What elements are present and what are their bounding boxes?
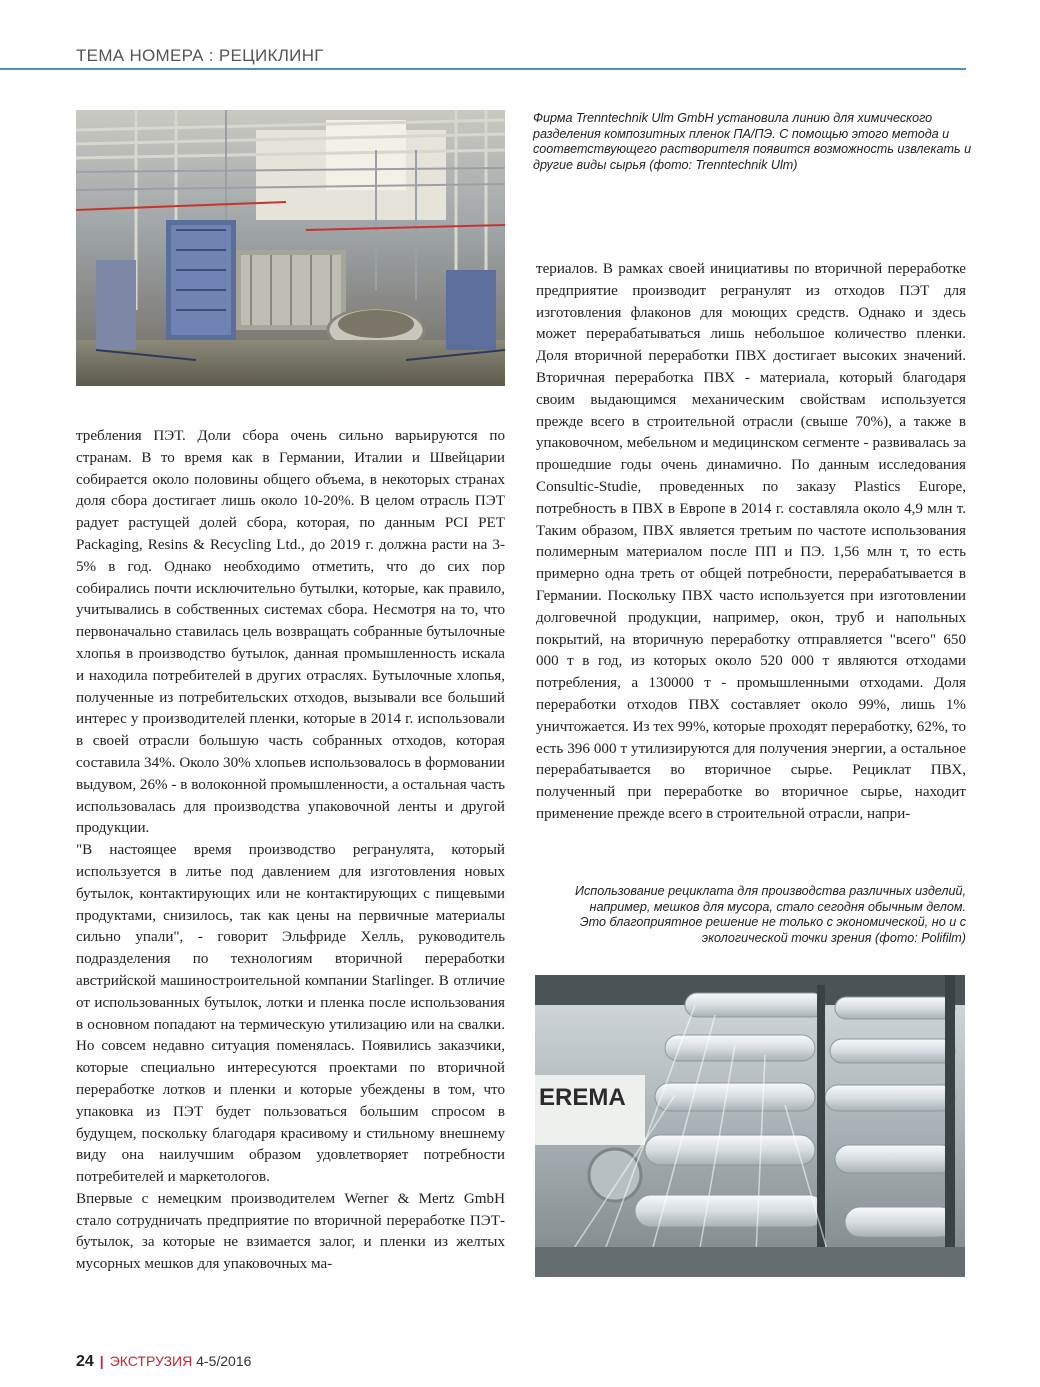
header-rule [0,68,966,70]
page-footer [76,1353,251,1371]
paragraph: "В настоящее время производство регранулята, который используется в литье под давлением для изготовления новых бутылок, контактирующих или не контактирующих с пищевыми продуктами, снизилось, так как цены на первичные материалы сильно упали", - говорит Эльфриде Хелль, руководитель подразделения по технологиям вторичной переработки австрийской машиностроительной компании Starlinger. В отличие от использованных бутылок, лотки и пленка после использования в основном попадают на термическую утилизацию или на свалки. Но совсем недавно ситуация поменялась. Появились заказчики, которые специально интересуются проектами по вторичной переработке лотков и пленки и которые убеждены в том, что упаковка из ПЭТ будет пользоваться большим спросом в будущем, поскольку благодаря красивому и стильному внешнему виду она наилучшим образом удовлетворяет потребности потребителей и маркетологов. [76,842,505,1186]
article-column-left [76,426,505,1276]
article-column-right [536,259,966,826]
factory-photo [76,110,505,386]
magazine-name: ЭКСТРУЗИЯ [109,1353,193,1369]
photo1-caption: Фирма Trenntechnik Ulm GmbH установила линию для химического разделения композитных пленок ПА/ПЭ. С помощью этого метода и соответствующего растворителя появится возможность извлекать и другие виды сырья (фото: Trenntechnik Ulm) [533,111,972,172]
section-header: ТЕМА НОМЕРА : РЕЦИКЛИНГ [76,46,324,65]
issue-number: 4-5/2016 [196,1353,252,1369]
paragraph: териалов. В рамках своей инициативы по вторичной переработке предприятие производит регранулят из отходов ПЭТ для изготовления флаконов для моющих средств. Однако и здесь может перерабатываться лишь небольшое количество пленки. Доля вторичной переработки ПВХ достигает высоких значений. Вторичная переработка ПВХ - материала, который благодаря своим выдающимся механическим свойствам используется прежде всего в строительной отрасли (свыше 70%), а также в упаковочном, мебельном и медицинском сегменте - развивалась за прошедшие годы очень динамично. По данным исследования Consultic-Studie, проведенных по заказу Plastics Europe, потребность в ПВХ в Европе в 2014 г. составляла около 4,9 млн т. Таким образом, ПВХ является третьим по частоте использования полимерным материалом после ПП и ПЭ. 1,56 млн т, то есть примерно одна треть от общей потребности, перерабатывается в Германии. Поскольку ПВХ часто используется при изготовлении долговечной продукции, например, окон, труб и напольных покрытий, на вторичную переработку отправляется "всего" 650 000 т в год, из которых около 520 000 т являются отходами потребления, а 130000 т - промышленными отходами. Доля переработки отходов ПВХ составляет около 99%, лишь 1% уничтожается. Из тех 99%, которые проходят переработку, 62%, то есть 396 000 т утилизируются для получения энергии, а остальное перерабатывается во вторичное сырье. Рециклат ПВХ, полученный при переработке во вторичное сырье, находит применение прежде всего в строительной отрасли, напри- [536,261,966,822]
film-rolls-photo [535,975,965,1277]
erema-sign: EREMA [539,1084,626,1111]
footer-divider: | [99,1353,104,1369]
photo2-caption: Использование рециклата для производства различных изделий, например, мешков для мусора, стало сегодня обычным делом. Это благоприятное решение не только с экономической, но и с экологической точки зрения (фото: Polifilm) [575,884,966,945]
page-number: 24 [76,1353,94,1370]
paragraph: требления ПЭТ. Доли сбора очень сильно варьируются по странам. В то время как в Германии, Италии и Швейцарии собирается около половины общего объема, в некоторых странах доля сбора достигает лишь около 10-20%. В целом отрасль ПЭТ радует растущей долей сбора, которая, по данным PCI PET Packaging, Resins & Recycling Ltd., до 2019 г. должна расти на 3-5% в год. Однако необходимо отметить, что до сих пор собирались почти исключительно бутылки, которые, как правило, учитывались в собственных системах сбора. Несмотря на то, что первоначально ставилась цель возвращать собранные бутылочные хлопья в производство бутылок, данная промышленность искала и находила потребителей в других отраслях. Бутылочные хлопья, полученные из потребительских отходов, вызывали все больший интерес у производителей пленки, которые в 2014 г. использовали в своей отрасли большую часть собранных отходов, которая составила 34%. Около 30% хлопьев использовалось в формовании выдувом, 26% - в волоконной промышленности, а остальная часть использовалась для производства упаковочной ленты и другой продукции. [76,428,505,837]
paragraph: Впервые с немецким производителем Werner & Mertz GmbH стало сотрудничать предприятие по вторичной переработке ПЭТ-бутылок, за которые не взимается залог, и пленки из желтых мусорных мешков для упаковочных ма- [76,1190,505,1273]
